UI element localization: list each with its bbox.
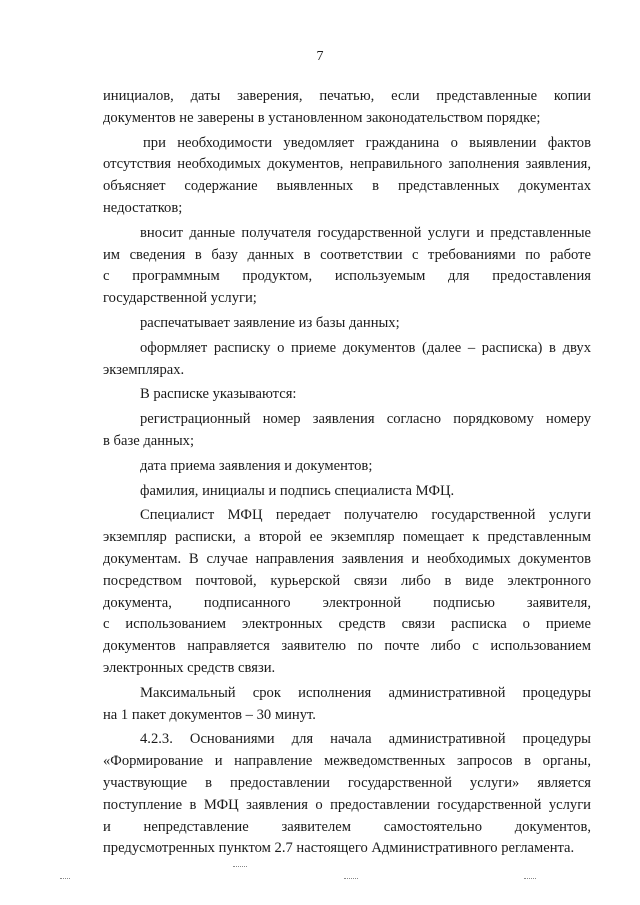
- paragraph-print: [103, 313, 591, 335]
- paragraph-receipt-contents: [103, 384, 591, 406]
- text-line: Максимальный срок исполнения административной процедуры: [140, 684, 591, 701]
- text-line: участвующие в предоставлении государственной услуги» является: [103, 774, 591, 791]
- text-line: им сведения в базу данных в соответствии с требованиями по работе: [103, 246, 591, 263]
- text-line: на 1 пакет документов – 30 минут.: [103, 706, 316, 723]
- paragraph-enter-data: [103, 223, 591, 310]
- text-line: с использованием электронных средств связи расписка о приеме: [103, 616, 591, 633]
- text-line: оформляет расписку о приеме документов (далее – расписка) в двух: [140, 339, 591, 356]
- text-line: и непредставление заявителем самостоятельно документов,: [103, 818, 591, 835]
- text-line: регистрационный номер заявления согласно порядковому номеру: [140, 411, 591, 428]
- text-line: Специалист МФЦ передает получателю государственной услуги: [140, 507, 591, 524]
- scan-mark: [233, 866, 247, 867]
- text-line: документа, подписанного электронной подписью заявителя,: [103, 594, 591, 611]
- text-line: документов не заверены в установленном законодательством порядке;: [103, 109, 541, 126]
- scan-mark: [524, 878, 536, 879]
- text-line: инициалов, даты заверения, печатью, если представленные копии: [103, 88, 591, 104]
- paragraph-receipt: [103, 338, 591, 382]
- text-line: в базе данных;: [103, 432, 195, 449]
- text-line: распечатывает заявление из базы данных;: [140, 314, 400, 331]
- text-line: экземпляр расписки, а второй ее экземпляр помещает к представленным: [103, 529, 591, 546]
- scan-mark: [60, 878, 70, 879]
- text-line: государственной услуги;: [103, 290, 257, 307]
- text-line: электронных средств связи.: [103, 659, 276, 676]
- text-line: «Формирование и направление межведомственных запросов в органы,: [103, 753, 591, 770]
- text-line: посредством почтовой, курьерской связи либо в виде электронного: [103, 572, 591, 589]
- text-line: предусмотренных пунктом 2.7 настоящего Административного регламента.: [103, 840, 575, 857]
- paragraph-max-time: [103, 683, 591, 727]
- text-line: документам. В случае направления заявления и необходимых документов: [103, 550, 591, 567]
- text-line: экземплярах.: [103, 361, 185, 378]
- paragraph-date: [103, 456, 591, 478]
- document-body: [103, 86, 591, 860]
- text-line: отсутствия необходимых документов, неправильного заполнения заявления,: [103, 156, 591, 173]
- text-line: В расписке указываются:: [140, 386, 297, 403]
- text-line: 4.2.3. Основаниями для начала административной процедуры: [140, 731, 591, 748]
- paragraph-signature: [103, 481, 591, 503]
- paragraph-notify: [103, 133, 591, 220]
- paragraph-reg-number: [103, 409, 591, 453]
- text-line: при необходимости уведомляет гражданина о выявлении фактов: [143, 134, 591, 151]
- text-line: недостатков;: [103, 199, 183, 216]
- text-line: поступление в МФЦ заявления о предоставлении государственной услуги: [103, 796, 591, 813]
- paragraph-4-2-3: [103, 729, 591, 860]
- text-line: вносит данные получателя государственной услуги и представленные: [140, 224, 591, 241]
- scan-mark: [344, 878, 358, 879]
- text-line: документов направляется заявителю по почте либо с использованием: [103, 638, 591, 655]
- paragraph-continuation: [103, 86, 591, 130]
- text-line: с программным продуктом, используемым для предоставления: [103, 268, 591, 285]
- text-line: объясняет содержание выявленных в представленных документах: [103, 178, 591, 195]
- paragraph-specialist: [103, 505, 591, 679]
- page-number: 7: [316, 49, 324, 64]
- text-line: дата приема заявления и документов;: [140, 457, 373, 474]
- text-line: фамилия, инициалы и подпись специалиста МФЦ.: [140, 482, 455, 499]
